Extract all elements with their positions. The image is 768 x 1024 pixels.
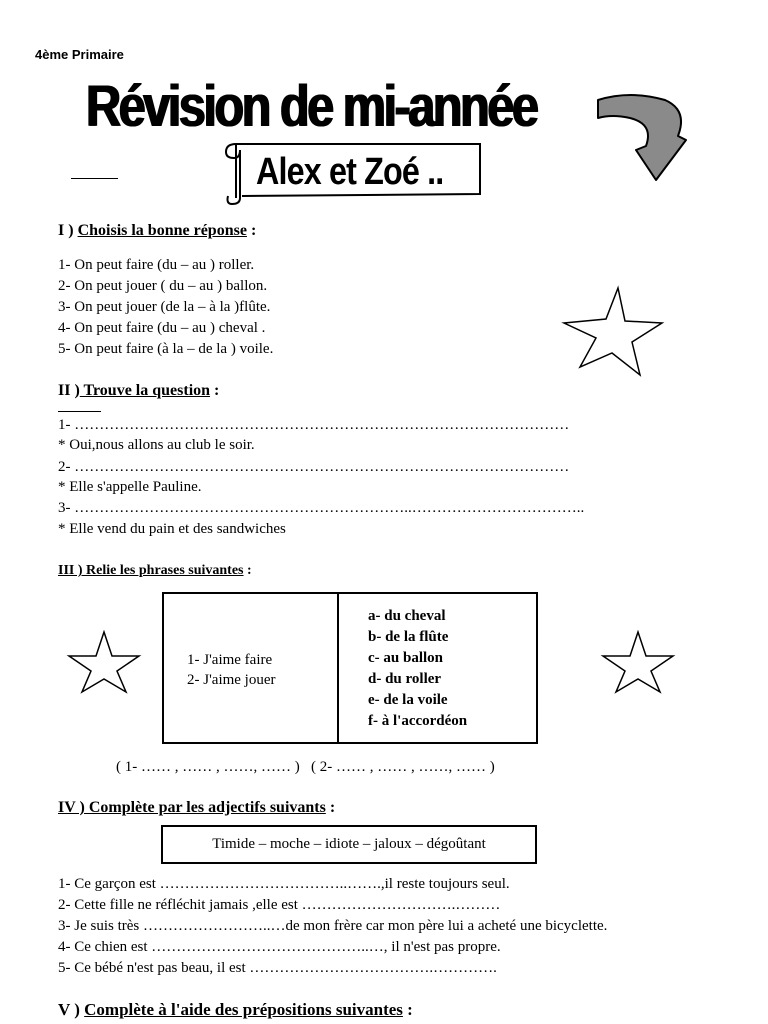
section1-item: 1- On peut faire (du – au ) roller.: [58, 257, 255, 273]
section1-title: Choisis la bonne réponse: [77, 222, 247, 239]
section4-item: 1- Ce garçon est ………………………………..…….,il reste toujours seul.: [58, 876, 510, 892]
section4-heading: [58, 799, 335, 817]
section3-title: III ) Relie les phrases suivantes: [58, 563, 244, 578]
section2-number: II ): [58, 382, 80, 399]
section2-answer: * Elle s'appelle Pauline.: [58, 479, 202, 495]
list-item: c- au ballon: [368, 650, 444, 666]
section2-heading: [58, 382, 219, 400]
matching-answer-line: ( 1- …… , …… , ……, …… ) ( 2- …… , …… , ……, …… ): [116, 759, 495, 775]
section4-colon: :: [325, 799, 336, 816]
section4-item: 5- Ce bébé n'est pas beau, il est ……………………………….………….: [58, 960, 497, 976]
page-subtitle: Alex et Zoé ..: [256, 151, 444, 193]
section1-item: 3- On peut jouer (de la – à la )flûte.: [58, 299, 271, 315]
section1-number: I ): [58, 222, 74, 239]
decorative-line: [58, 411, 101, 412]
matching-left-column: [187, 650, 276, 690]
section4-item: 2- Cette fille ne réfléchit jamais ,elle est ………………………….………: [58, 897, 501, 913]
list-item: d- du roller: [368, 671, 442, 687]
section1-heading: [58, 222, 256, 240]
section2-answer: * Oui,nous allons au club le soir.: [58, 437, 255, 453]
page-title: Révision de mi-année: [86, 74, 537, 139]
section3-colon: :: [243, 563, 252, 578]
curved-arrow-icon: [560, 88, 690, 188]
section5-heading: [58, 1000, 413, 1020]
list-item: f- à l'accordéon: [368, 713, 468, 729]
answer-line: 1- ………………………………………………………………………………………: [58, 417, 570, 433]
answer-line: 2- ………………………………………………………………………………………: [58, 459, 570, 475]
section5-number: V ): [58, 1000, 80, 1019]
adjective-word-box: Timide – moche – idiote – jaloux – dégoûtant: [161, 825, 537, 864]
section2-colon: :: [210, 382, 220, 399]
section4-title: IV ) Complète par les adjectifs suivants: [58, 799, 326, 816]
decorative-line: [71, 178, 118, 179]
section5-colon: :: [402, 1000, 413, 1019]
section1-item: 2- On peut jouer ( du – au ) ballon.: [58, 278, 268, 294]
section1-colon: :: [246, 222, 257, 239]
grade-level: 4ème Primaire: [35, 47, 124, 62]
list-item: e- de la voile: [368, 692, 448, 708]
list-item: b- de la flûte: [368, 629, 449, 645]
matching-table: [162, 592, 538, 744]
list-item: 2- J'aime jouer: [187, 672, 276, 688]
section3-heading: [58, 563, 252, 579]
list-item: 1- J'aime faire: [187, 652, 273, 668]
answer-line: 3- …………………………………………………………..……………………………..: [58, 500, 585, 516]
star-icon: [600, 630, 676, 694]
section4-item: 3- Je suis très ……………………..…de mon frère car mon père lui a acheté une bicyclette.: [58, 918, 608, 934]
table-divider: [337, 594, 339, 742]
list-item: a- du cheval: [368, 608, 446, 624]
matching-right-column: [368, 606, 467, 732]
section5-title: Complète à l'aide des prépositions suivantes: [84, 1000, 403, 1019]
star-icon: [66, 630, 142, 694]
section1-item: 4- On peut faire (du – au ) cheval .: [58, 320, 266, 336]
section1-item: 5- On peut faire (à la – de la ) voile.: [58, 341, 274, 357]
section2-answer: * Elle vend du pain et des sandwiches: [58, 521, 286, 537]
star-icon: [560, 285, 666, 379]
section4-item: 4- Ce chien est ……………………………………..…, il n'est pas propre.: [58, 939, 501, 955]
section2-title: Trouve la question: [79, 382, 211, 399]
